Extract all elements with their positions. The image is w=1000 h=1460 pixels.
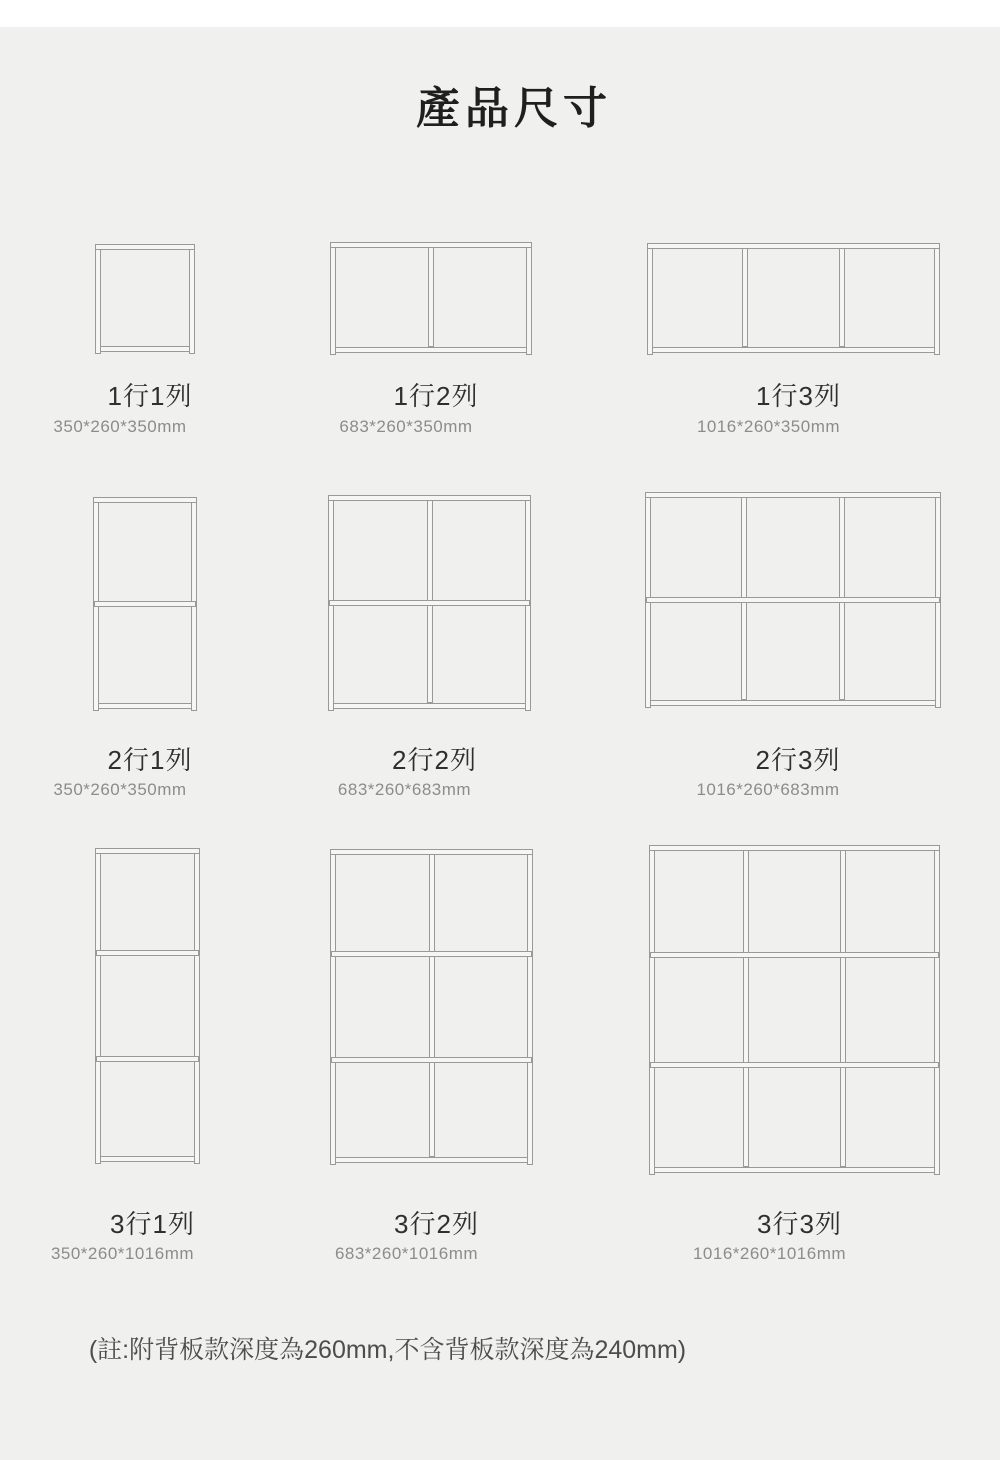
shelf-config-label: 2行1列: [107, 745, 193, 775]
shelf-config-label: 3行3列: [757, 1209, 842, 1239]
shelf-panel: [331, 951, 532, 957]
bottom-panel: [654, 1167, 935, 1173]
right-side-panel: [527, 852, 533, 1165]
shelf-config-label: 1行1列: [107, 381, 193, 411]
bottom-panel: [98, 703, 192, 709]
shelf-config-label: 3行1列: [110, 1209, 195, 1239]
shelf-panel: [96, 1056, 199, 1062]
bottom-panel: [650, 700, 936, 706]
shelf-dimensions: 683*260*350mm: [339, 417, 473, 436]
bottom-panel: [335, 1157, 528, 1163]
bottom-panel: [335, 347, 527, 353]
bottom-panel: [100, 1156, 195, 1162]
top-white-band: [0, 0, 1000, 27]
shelf-panel: [331, 1057, 532, 1063]
vertical-divider: [428, 247, 434, 347]
left-side-panel: [330, 245, 336, 355]
shelf-diagram-1x2: [330, 242, 532, 355]
shelf-panel: [646, 597, 940, 603]
shelf-config-label: 1行2列: [393, 381, 479, 411]
shelf-dimensions: 350*260*1016mm: [50, 1244, 195, 1263]
shelf-dimensions: 350*260*350mm: [53, 417, 187, 436]
bottom-panel: [100, 346, 190, 352]
top-panel: [649, 845, 940, 851]
shelf-diagram-1x3: [647, 243, 940, 355]
shelf-panel: [650, 1062, 939, 1068]
top-panel: [330, 849, 533, 855]
bottom-panel: [652, 347, 935, 353]
shelf-config-label: 2行3列: [755, 745, 841, 775]
top-panel: [647, 243, 940, 249]
shelf-dimensions: 350*260*350mm: [53, 780, 187, 799]
shelf-dimensions: 1016*260*350mm: [696, 417, 841, 436]
shelf-diagram-2x3: [645, 492, 941, 708]
top-panel: [645, 492, 941, 498]
shelf-config-label: 1行3列: [756, 381, 841, 411]
left-side-panel: [330, 852, 336, 1165]
right-side-panel: [189, 247, 195, 354]
shelf-diagram-3x1: [95, 848, 200, 1164]
right-side-panel: [934, 848, 940, 1175]
left-side-panel: [95, 851, 101, 1164]
shelf-dimensions: 683*260*1016mm: [334, 1244, 479, 1263]
vertical-divider: [840, 850, 846, 1167]
top-panel: [95, 848, 200, 854]
right-side-panel: [194, 851, 200, 1164]
shelf-diagram-3x2: [330, 849, 533, 1165]
left-side-panel: [95, 247, 101, 354]
shelf-diagram-2x1: [93, 497, 197, 711]
vertical-divider: [742, 248, 748, 347]
shelf-panel: [96, 950, 199, 956]
vertical-divider: [429, 854, 435, 1157]
shelf-diagram-3x3: [649, 845, 940, 1175]
shelf-dimensions: 1016*260*683mm: [696, 780, 840, 799]
right-side-panel: [934, 246, 940, 355]
top-panel: [95, 244, 195, 250]
top-panel: [328, 495, 531, 501]
left-side-panel: [649, 848, 655, 1175]
shelf-diagram-1x1: [95, 244, 195, 354]
vertical-divider: [743, 850, 749, 1167]
shelf-config-label: 3行2列: [394, 1209, 479, 1239]
shelf-panel: [329, 600, 530, 606]
right-side-panel: [526, 245, 532, 355]
left-side-panel: [647, 246, 653, 355]
page-title: 產品尺寸: [416, 84, 612, 133]
top-panel: [93, 497, 197, 503]
footnote: (註:附背板款深度為260mm,不含背板款深度為240mm): [88, 1336, 687, 1364]
vertical-divider: [839, 248, 845, 347]
shelf-diagram-2x2: [328, 495, 531, 711]
shelf-dimensions: 1016*260*1016mm: [692, 1244, 847, 1263]
shelf-panel: [650, 952, 939, 958]
bottom-panel: [333, 703, 526, 709]
top-panel: [330, 242, 532, 248]
shelf-panel: [94, 601, 196, 607]
shelf-config-label: 2行2列: [392, 745, 477, 775]
shelf-dimensions: 683*260*683mm: [337, 780, 472, 799]
